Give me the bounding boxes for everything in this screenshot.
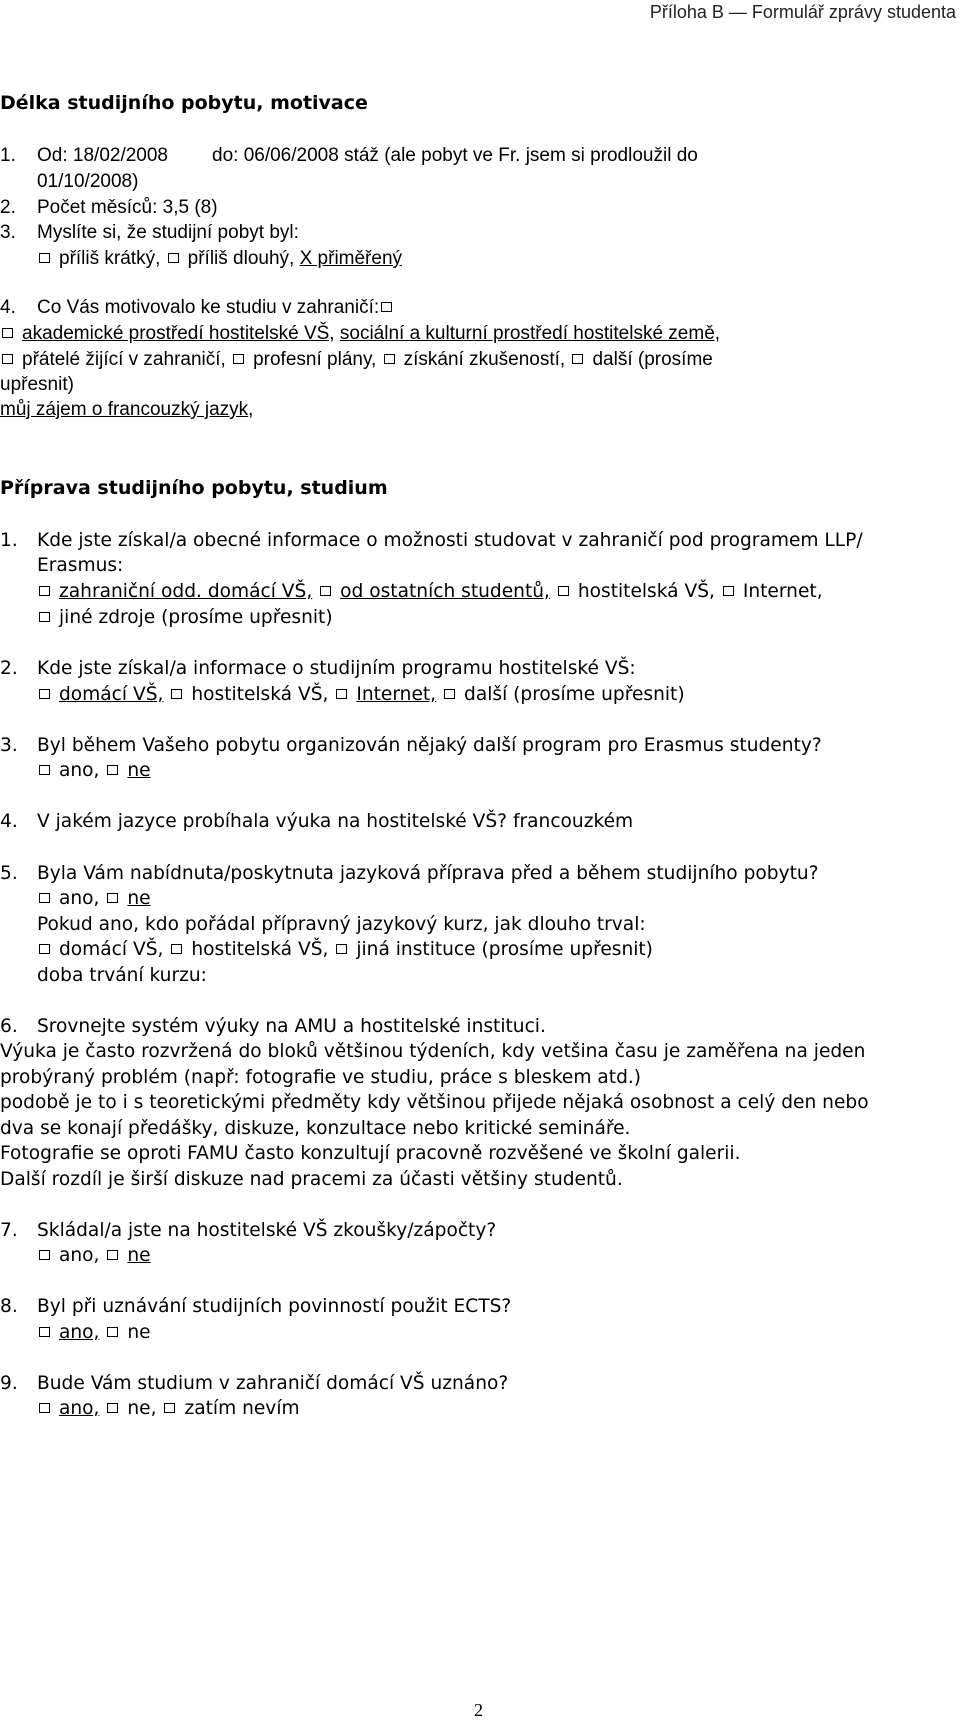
question-s2-3 bbox=[0, 733, 822, 759]
question-s2-3-options bbox=[0, 758, 151, 784]
option-label: jiná instituce (prosíme upřesnit) bbox=[356, 939, 653, 960]
question-number: 3. bbox=[0, 222, 16, 243]
question-text: Myslíte si, že studijní pobyt byl: bbox=[37, 222, 299, 243]
question-text: Co Vás motivovalo ke studiu v zahraničí: bbox=[37, 297, 380, 318]
question-4-options-row1 bbox=[0, 321, 720, 347]
checkbox[interactable] bbox=[233, 354, 244, 364]
option-label: Internet, bbox=[356, 684, 437, 705]
question-3-options bbox=[0, 246, 402, 272]
checkbox[interactable] bbox=[39, 1250, 50, 1260]
checkbox[interactable] bbox=[384, 354, 395, 364]
question-number: 6. bbox=[0, 1016, 18, 1037]
answer-line: dva se konají předášky, diskuze, konzultace nebo kritické semináře. bbox=[0, 1118, 631, 1139]
answer-text: můj zájem o francouzký jazyk bbox=[0, 399, 249, 420]
question-number: 1. bbox=[0, 530, 18, 551]
question-text: Byl při uznávání studijních povinností použit ECTS? bbox=[37, 1296, 512, 1317]
checkbox[interactable] bbox=[558, 586, 569, 596]
page-number: 2 bbox=[474, 1700, 483, 1720]
question-s2-1-options-row2 bbox=[0, 605, 333, 631]
question-number: 2. bbox=[0, 197, 16, 218]
option-label: hostitelská VŠ, bbox=[577, 581, 715, 602]
option-label: další (prosíme upřesnit) bbox=[464, 684, 685, 705]
option-label: další (prosíme bbox=[592, 349, 713, 370]
option-label: zahraniční odd. domácí VŠ, bbox=[59, 581, 313, 602]
checkbox[interactable] bbox=[336, 689, 347, 699]
option-label: profesní plány, bbox=[253, 349, 377, 370]
answer-line: Další rozdíl je širší diskuze nad pracemi za účasti většiny studentů. bbox=[0, 1169, 623, 1190]
option-label: ano, bbox=[59, 760, 100, 781]
checkbox[interactable] bbox=[168, 253, 179, 263]
option-label: zatím nevím bbox=[184, 1398, 300, 1419]
checkbox[interactable] bbox=[336, 944, 347, 954]
question-s2-4 bbox=[0, 809, 633, 835]
question-4 bbox=[0, 295, 401, 321]
question-s2-5 bbox=[0, 861, 819, 887]
checkbox[interactable] bbox=[39, 612, 50, 622]
question-s2-7 bbox=[0, 1218, 496, 1244]
section-title-preparation: Příprava studijního pobytu, studium bbox=[0, 477, 388, 499]
option-label: akademické prostředí hostitelské VŠ, bbox=[22, 323, 335, 344]
question-s2-5-duration: doba trvání kurzu: bbox=[37, 965, 207, 986]
question-s2-2-options bbox=[0, 682, 685, 708]
question-4-answer bbox=[0, 397, 253, 423]
checkbox[interactable] bbox=[171, 689, 182, 699]
option-label: ano, bbox=[59, 1322, 100, 1343]
question-s2-2 bbox=[0, 656, 636, 682]
question-1-cont: 01/10/2008) bbox=[37, 171, 139, 192]
question-s2-9 bbox=[0, 1371, 508, 1397]
option-label: ano, bbox=[59, 888, 100, 909]
question-s2-6 bbox=[0, 1014, 546, 1040]
option-label: domácí VŠ, bbox=[59, 939, 164, 960]
question-s2-1-cont: Erasmus: bbox=[37, 555, 124, 576]
question-s2-5-follow-options bbox=[0, 937, 653, 963]
option-label: hostitelská VŠ, bbox=[191, 939, 329, 960]
option-label: ne bbox=[127, 1322, 151, 1343]
checkbox[interactable] bbox=[39, 689, 50, 699]
question-3 bbox=[0, 220, 299, 246]
option-label: příliš krátký, bbox=[59, 248, 161, 269]
question-text: V jakém jazyce probíhala výuka na hostitelské VŠ? francouzkém bbox=[37, 811, 634, 832]
option-label: příliš dlouhý, bbox=[187, 248, 295, 269]
question-4-options-row2 bbox=[0, 347, 713, 373]
checkbox[interactable] bbox=[2, 328, 13, 338]
question-s2-8 bbox=[0, 1294, 511, 1320]
option-label: ne bbox=[127, 760, 151, 781]
option-label: získání zkušeností, bbox=[403, 349, 566, 370]
checkbox[interactable] bbox=[39, 765, 50, 775]
option-label: od ostatních studentů, bbox=[340, 581, 550, 602]
question-s2-5-follow: Pokud ano, kdo pořádal přípravný jazykový kurz, jak dlouho trval: bbox=[37, 914, 646, 935]
checkbox[interactable] bbox=[39, 1327, 50, 1337]
question-s2-7-options bbox=[0, 1243, 151, 1269]
question-number: 3. bbox=[0, 735, 18, 756]
checkbox[interactable] bbox=[320, 586, 331, 596]
page-header: Příloha B — Formulář zprávy studenta bbox=[649, 2, 956, 22]
answer-tail: , bbox=[248, 399, 254, 420]
checkbox[interactable] bbox=[107, 765, 118, 775]
checkbox[interactable] bbox=[381, 302, 392, 312]
question-text: Kde jste získal/a obecné informace o možnosti studovat v zahraničí pod programem LLP/ bbox=[37, 530, 863, 551]
question-number: 7. bbox=[0, 1220, 18, 1241]
option-label-selected: X přiměřený bbox=[299, 248, 403, 269]
checkbox[interactable] bbox=[107, 1403, 118, 1413]
question-text: Kde jste získal/a informace o studijním programu hostitelské VŠ: bbox=[37, 658, 636, 679]
answer-line: Výuka je často rozvržená do bloků většinou týdeních, kdy vetšina času je zaměřena na jeden bbox=[0, 1041, 866, 1062]
question-number: 1. bbox=[0, 145, 16, 166]
checkbox[interactable] bbox=[107, 1250, 118, 1260]
question-4-options-row3: upřesnit) bbox=[0, 374, 74, 395]
question-1 bbox=[0, 143, 698, 169]
date-from: Od: 18/02/2008 bbox=[37, 145, 168, 166]
question-number: 8. bbox=[0, 1296, 18, 1317]
question-s2-1-options bbox=[0, 579, 823, 605]
checkbox[interactable] bbox=[107, 1327, 118, 1337]
question-s2-5-options bbox=[0, 886, 151, 912]
answer-line: Fotografie se oproti FAMU často konzultují pracovně rozvěšené ve školní galerii. bbox=[0, 1143, 741, 1164]
question-number: 5. bbox=[0, 863, 18, 884]
checkbox[interactable] bbox=[572, 354, 583, 364]
checkbox[interactable] bbox=[171, 944, 182, 954]
question-s2-8-options bbox=[0, 1320, 151, 1346]
checkbox[interactable] bbox=[444, 689, 455, 699]
option-label: sociální a kulturní prostředí hostitelské země, bbox=[339, 323, 721, 344]
question-2 bbox=[0, 195, 218, 221]
option-label: jiné zdroje (prosíme upřesnit) bbox=[59, 607, 333, 628]
checkbox[interactable] bbox=[39, 893, 50, 903]
option-label: ano, bbox=[59, 1245, 100, 1266]
question-number: 2. bbox=[0, 658, 18, 679]
checkbox[interactable] bbox=[2, 354, 13, 364]
question-number: 4. bbox=[0, 811, 18, 832]
question-number: 4. bbox=[0, 297, 16, 318]
checkbox[interactable] bbox=[39, 1403, 50, 1413]
option-label: ano, bbox=[59, 1398, 100, 1419]
question-text: Skládal/a jste na hostitelské VŠ zkoušky/zápočty? bbox=[37, 1220, 497, 1241]
option-label: hostitelská VŠ, bbox=[191, 684, 329, 705]
checkbox[interactable] bbox=[39, 944, 50, 954]
option-label: Internet, bbox=[742, 581, 823, 602]
answer-line: podobě je to i s teoretickými předměty kdy většinou přijede nějaká osobnost a celý den nebo bbox=[0, 1092, 869, 1113]
section-title-motivation: Délka studijního pobytu, motivace bbox=[0, 92, 368, 114]
checkbox[interactable] bbox=[107, 893, 118, 903]
option-label: domácí VŠ, bbox=[59, 684, 164, 705]
answer-line: probýraný problém (např: fotografie ve studiu, práce s bleskem atd.) bbox=[0, 1067, 642, 1088]
checkbox[interactable] bbox=[39, 253, 50, 263]
option-label: ne bbox=[127, 888, 151, 909]
question-s2-9-options bbox=[0, 1396, 300, 1422]
question-text: Srovnejte systém výuky na AMU a hostitelské instituci. bbox=[37, 1016, 546, 1037]
option-label: ne bbox=[127, 1245, 151, 1266]
checkbox[interactable] bbox=[164, 1403, 175, 1413]
option-label: ne, bbox=[127, 1398, 157, 1419]
question-text: Byl během Vašeho pobytu organizován nějaký další program pro Erasmus studenty? bbox=[37, 735, 822, 756]
question-text: Počet měsíců: 3,5 (8) bbox=[37, 197, 218, 218]
date-to: do: 06/06/2008 stáž (ale pobyt ve Fr. jsem si prodloužil do bbox=[212, 145, 698, 166]
checkbox[interactable] bbox=[39, 586, 50, 596]
question-number: 9. bbox=[0, 1373, 18, 1394]
checkbox[interactable] bbox=[723, 586, 734, 596]
question-text: Bude Vám studium v zahraničí domácí VŠ uznáno? bbox=[37, 1373, 509, 1394]
option-label: přátelé žijící v zahraničí, bbox=[22, 349, 226, 370]
question-s2-1 bbox=[0, 528, 863, 554]
question-text: Byla Vám nabídnuta/poskytnuta jazyková příprava před a během studijního pobytu? bbox=[37, 863, 819, 884]
